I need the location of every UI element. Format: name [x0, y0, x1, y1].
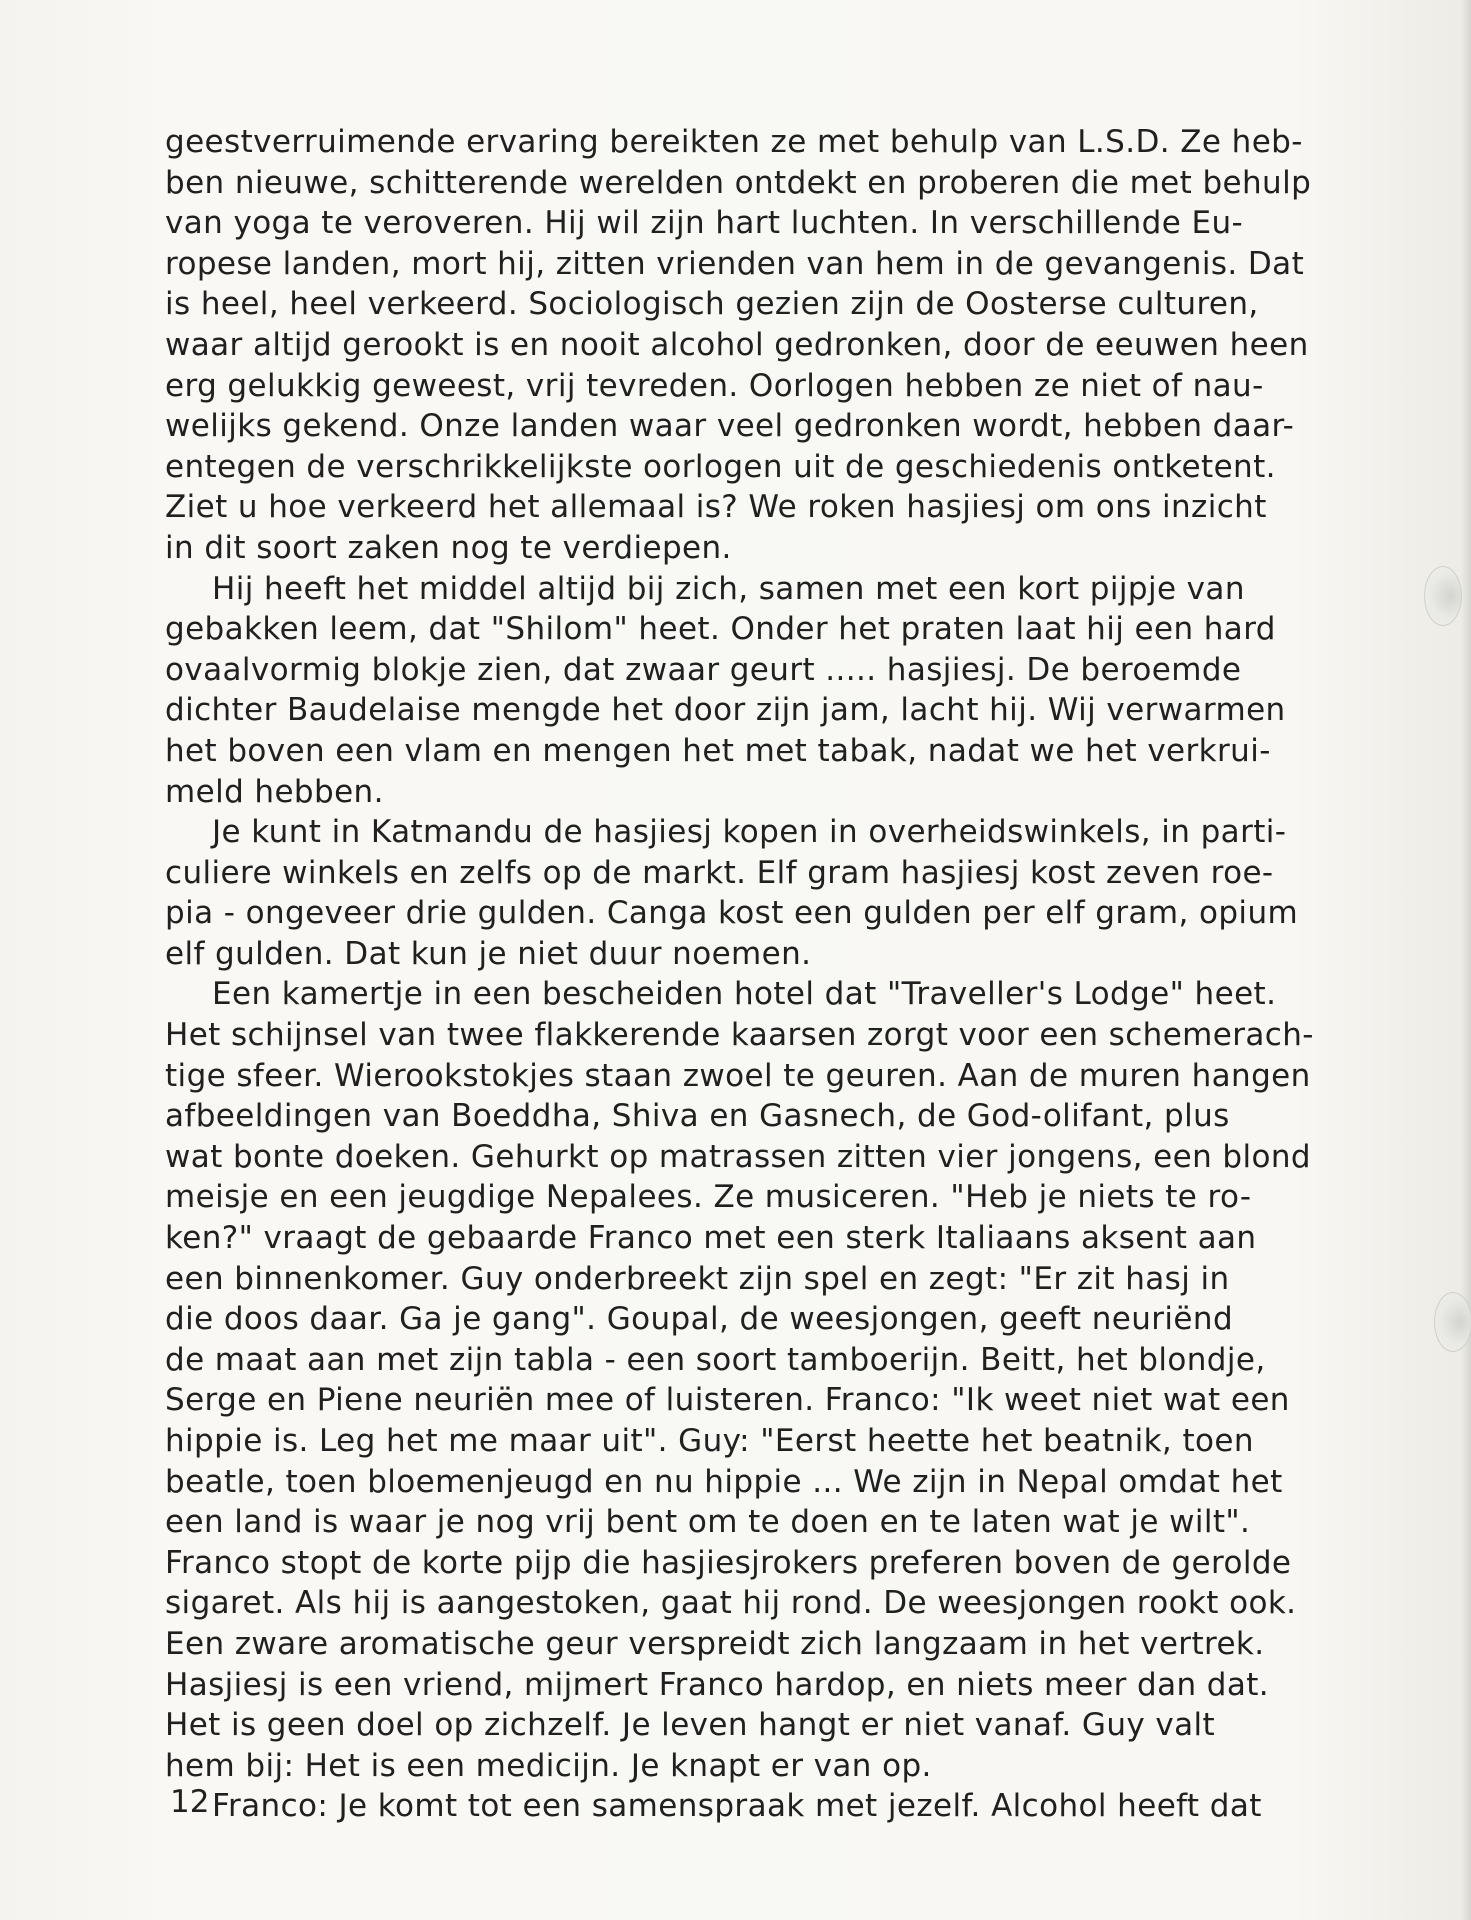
body-text — [165, 122, 1325, 1827]
text-line: een binnenkomer. Guy onderbreekt zijn spel en zegt: "Er zit hasj in — [165, 1260, 1230, 1297]
text-line: ben nieuwe, schitterende werelden ontdekt en proberen die met behulp — [165, 164, 1312, 201]
text-line: welijks gekend. Onze landen waar veel gedronken wordt, hebben daar- — [165, 408, 1295, 445]
text-line: gebakken leem, dat "Shilom" heet. Onder het praten laat hij een hard — [165, 611, 1276, 648]
paragraph-start-line: Een kamertje in een bescheiden hotel dat "Traveller's Lodge" heet. — [212, 976, 1277, 1013]
text-line: dichter Baudelaise mengde het door zijn jam, lacht hij. Wij verwarmen — [165, 692, 1286, 729]
text-line: ken?" vraagt de gebaarde Franco met een sterk Italiaans aksent aan — [165, 1220, 1257, 1257]
text-line: waar altijd gerookt is en nooit alcohol gedronken, door de eeuwen heen — [165, 326, 1309, 363]
text-line: hem bij: Het is een medicijn. Je knapt er van op. — [165, 1747, 932, 1784]
text-line: Hasjiesj is een vriend, mijmert Franco hardop, en niets meer dan dat. — [165, 1666, 1270, 1703]
text-line: van yoga te veroveren. Hij wil zijn hart luchten. In verschillende Eu- — [165, 205, 1244, 242]
page-number: 12 — [170, 1784, 210, 1820]
text-line: in dit soort zaken nog te verdiepen. — [165, 529, 732, 566]
text-line: geestverruimende ervaring bereikten ze met behulp van L.S.D. Ze heb- — [165, 124, 1303, 160]
page-edge-shadow — [1461, 0, 1471, 1920]
paragraph-start-line: Hij heeft het middel altijd bij zich, samen met een kort pijpje van — [212, 570, 1245, 607]
text-line: meld hebben. — [165, 773, 384, 810]
text-line: het boven een vlam en mengen het met tabak, nadat we het verkrui- — [165, 732, 1271, 769]
text-line: een land is waar je nog vrij bent om te doen en te laten wat je wilt". — [165, 1504, 1251, 1541]
text-line: culiere winkels en zelfs op de markt. Elf gram hasjiesj kost zeven roe- — [165, 854, 1274, 891]
text-line: is heel, heel verkeerd. Sociologisch gezien zijn de Oosterse culturen, — [165, 286, 1259, 323]
text-line: entegen de verschrikkelijkste oorlogen uit de geschiedenis ontketent. — [165, 448, 1276, 485]
text-line: tige sfeer. Wierookstokjes staan zwoel te geuren. Aan de muren hangen — [165, 1057, 1311, 1094]
text-line: afbeeldingen van Boeddha, Shiva en Gasnech, de God-olifant, plus — [165, 1098, 1230, 1135]
text-line: Serge en Piene neuriën mee of luisteren. Franco: "Ik weet niet wat een — [165, 1382, 1290, 1419]
text-line: elf gulden. Dat kun je niet duur noemen. — [165, 935, 812, 972]
text-line: Een zware aromatische geur verspreidt zich langzaam in het vertrek. — [165, 1625, 1265, 1662]
text-line: hippie is. Leg het me maar uit". Guy: "Eerst heette het beatnik, toen — [165, 1423, 1254, 1459]
binder-hole-bottom — [1434, 1292, 1471, 1352]
text-line: sigaret. Als hij is aangestoken, gaat hij rond. De weesjongen rookt ook. — [165, 1585, 1297, 1622]
text-line: Ziet u hoe verkeerd het allemaal is? We roken hasjiesj om ons inzicht — [165, 489, 1267, 526]
text-line: ropese landen, mort hij, zitten vrienden van hem in de gevangenis. Dat — [165, 245, 1305, 282]
text-line: wat bonte doeken. Gehurkt op matrassen zitten vier jongens, een blond — [165, 1138, 1311, 1175]
text-line: erg gelukkig geweest, vrij tevreden. Oorlogen hebben ze niet of nau- — [165, 367, 1264, 404]
binder-hole-top — [1424, 566, 1462, 626]
paragraph-start-line: Franco: Je komt tot een samenspraak met jezelf. Alcohol heeft dat — [212, 1788, 1262, 1825]
text-line: pia - ongeveer drie gulden. Canga kost een gulden per elf gram, opium — [165, 895, 1299, 932]
text-line: Het is geen doel op zichzelf. Je leven hangt er niet vanaf. Guy valt — [165, 1707, 1216, 1744]
text-line: beatle, toen bloemenjeugd en nu hippie ... We zijn in Nepal omdat het — [165, 1463, 1283, 1500]
text-line: ovaalvormig blokje zien, dat zwaar geurt ..... hasjiesj. De beroemde — [165, 651, 1242, 688]
text-line: Het schijnsel van twee flakkerende kaarsen zorgt voor een schemerach- — [165, 1017, 1314, 1054]
paragraph-start-line: Je kunt in Katmandu de hasjiesj kopen in overheidswinkels, in parti- — [212, 814, 1287, 851]
text-line: Franco stopt de korte pijp die hasjiesjrokers preferen boven de gerolde — [165, 1544, 1292, 1581]
text-line: meisje en een jeugdige Nepalees. Ze musiceren. "Heb je niets te ro- — [165, 1179, 1252, 1216]
text-line: de maat aan met zijn tabla - een soort tamboerijn. Beitt, het blondje, — [165, 1341, 1266, 1378]
text-line: die doos daar. Ga je gang". Goupal, de weesjongen, geeft neuriënd — [165, 1301, 1234, 1338]
